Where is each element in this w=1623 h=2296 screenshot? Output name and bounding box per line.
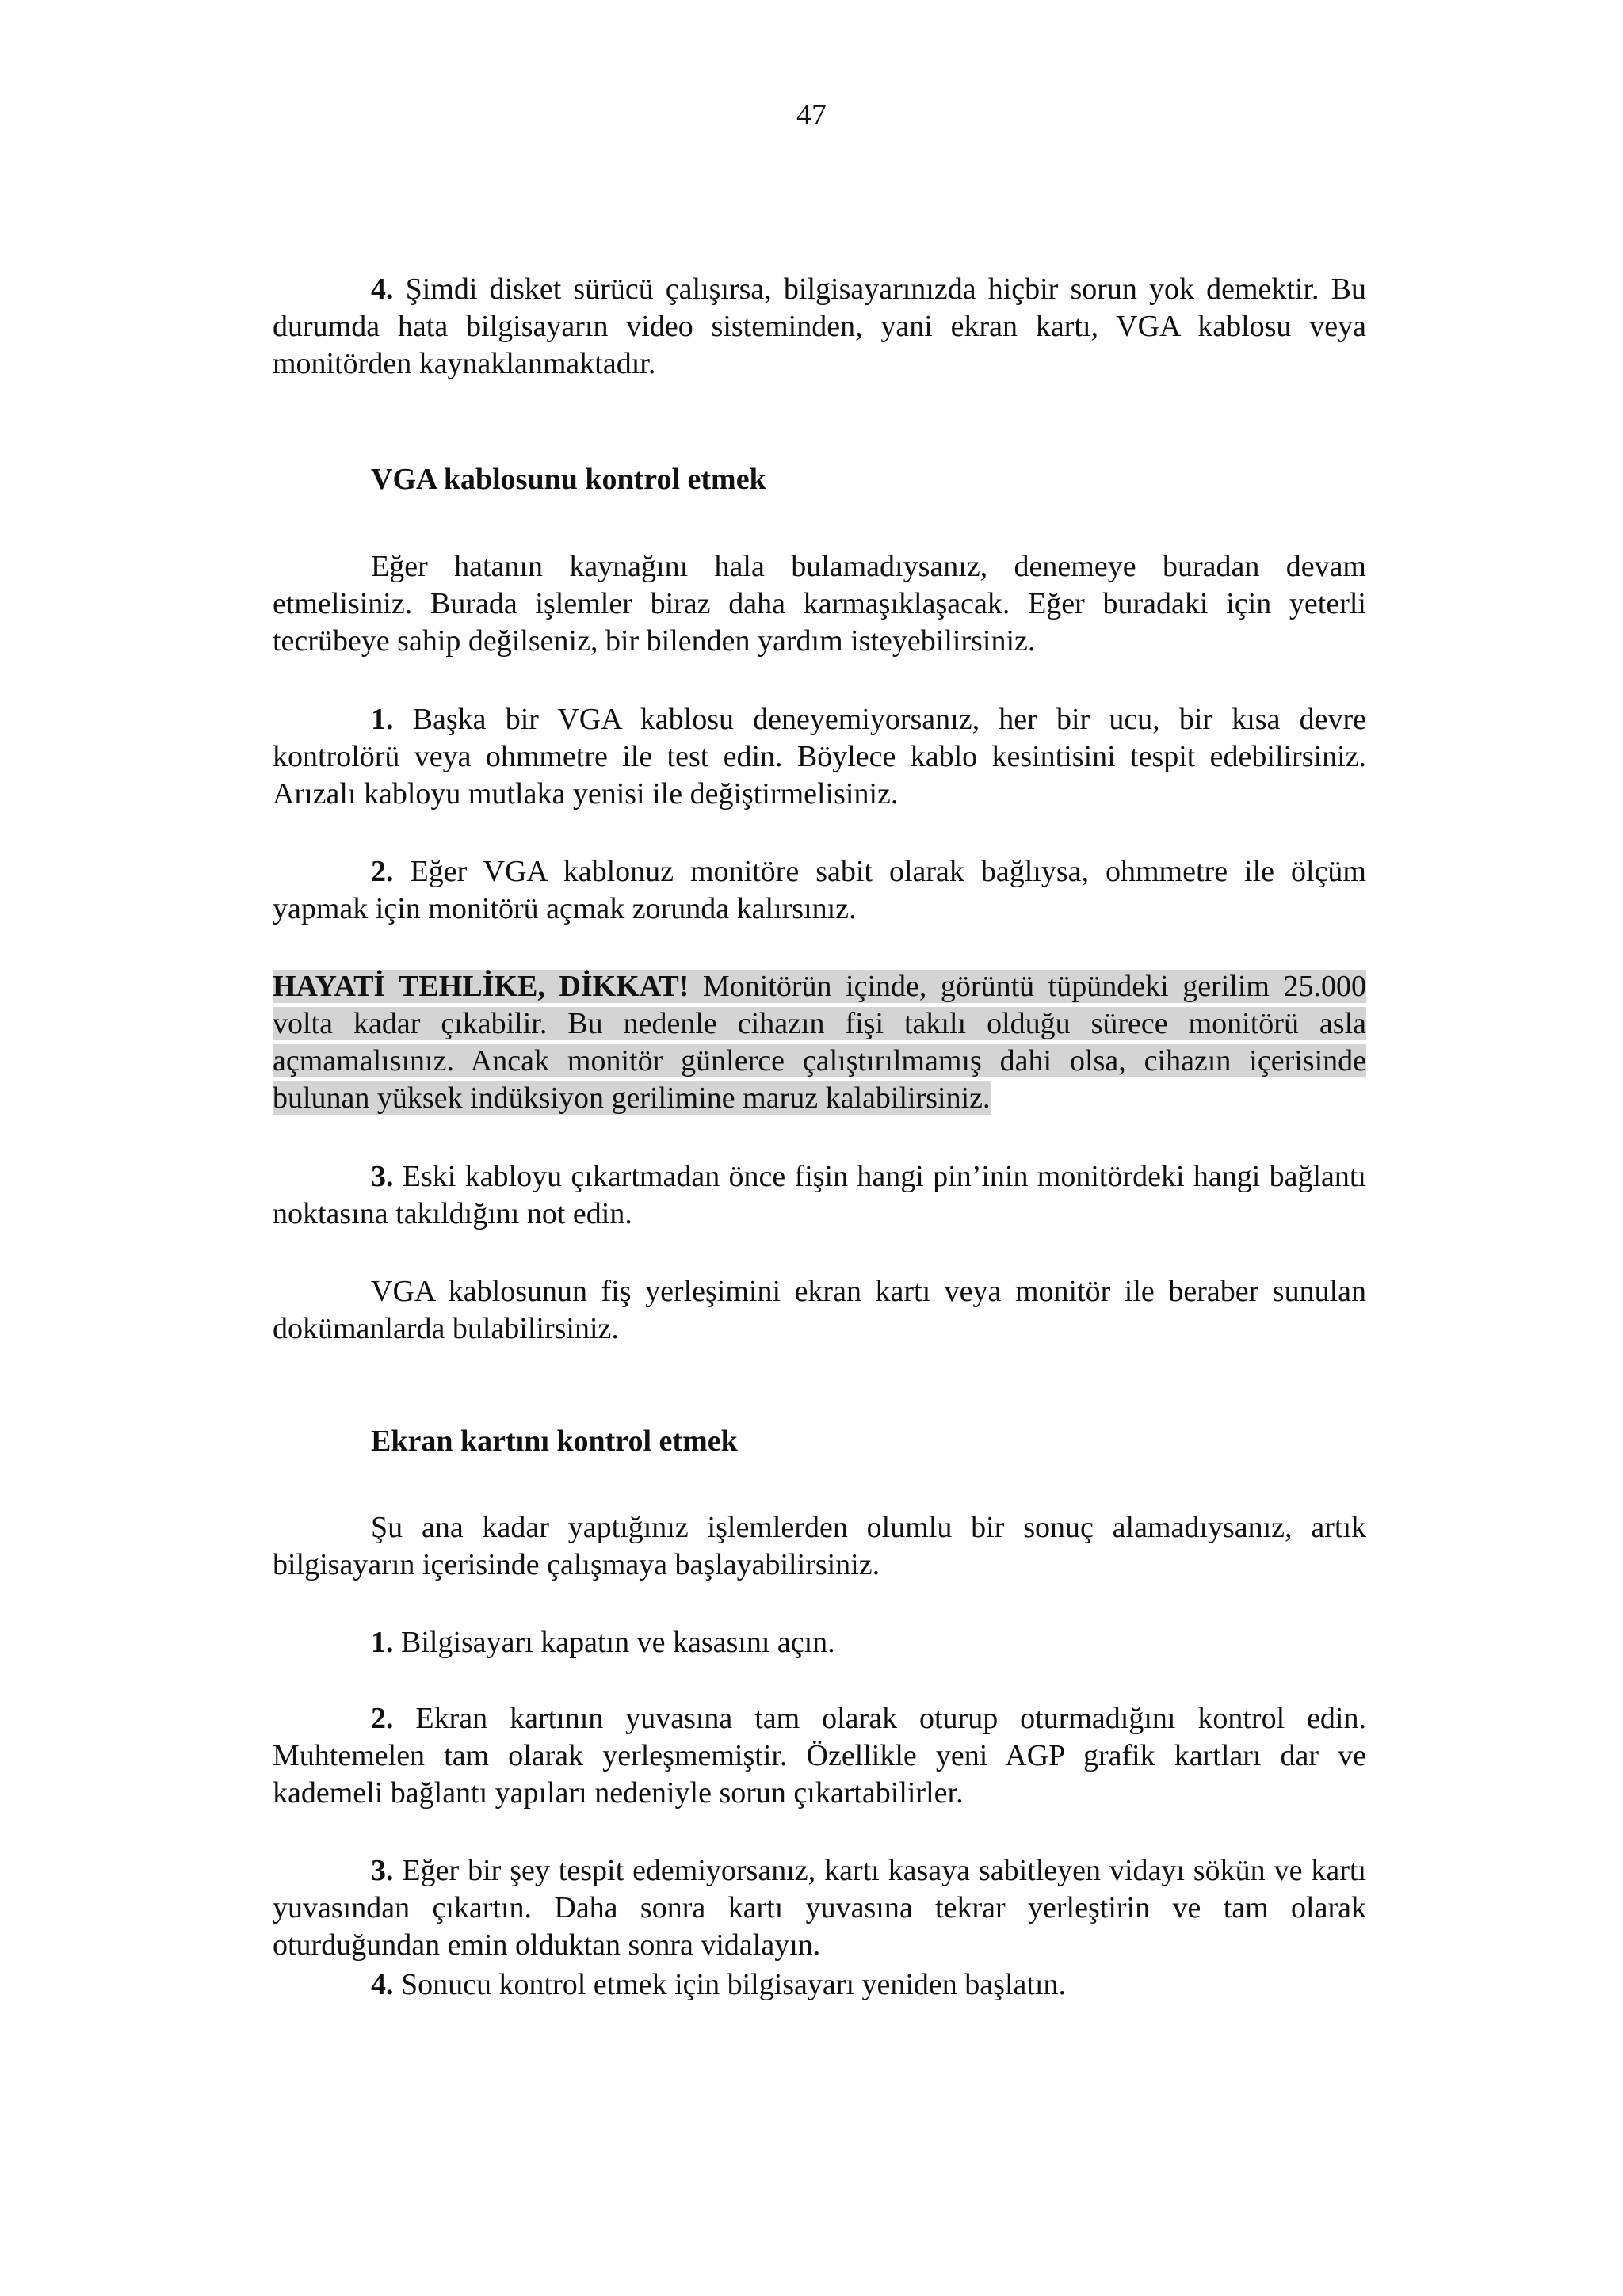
- step-text: Eski kabloyu çıkartmadan önce fişin hangi pin’inin monitördeki hangi bağlantı noktasına takıldığını not edin.: [273, 1160, 1366, 1230]
- card-intro-paragraph: [273, 1509, 1366, 1584]
- step-text: Eğer bir şey tespit edemiyorsanız, kartı kasaya sabitleyen vidayı sökün ve kartı yuvasından çıkartın. Daha sonra kartı yuvasına tekrar yerleştirin ve tam olarak oturduğundan emin olduktan sonra vidalayın.: [273, 1854, 1366, 1962]
- step-number: 2.: [371, 1702, 394, 1735]
- step-text: Eğer VGA kablonuz monitöre sabit olarak bağlıysa, ohmmetre ile ölçüm yapmak için monitörü açmak zorunda kalırsınız.: [273, 855, 1366, 925]
- step-text: Ekran kartının yuvasına tam olarak oturup oturmadığını kontrol edin. Muhtemelen tam olarak yerleşmemiştir. Özellikle yeni AGP grafik kartları dar ve kademeli bağlantı yapıları nedeniyle sorun çıkartabilirler.: [273, 1702, 1366, 1810]
- vga-intro-paragraph: [273, 548, 1366, 660]
- step-number: 2.: [371, 855, 394, 888]
- section-heading-card: [273, 1423, 1366, 1460]
- warning-label: HAYATİ TEHLİKE, DİKKAT!: [273, 970, 689, 1003]
- step-number: 4.: [371, 273, 394, 306]
- step-number: 4.: [371, 1968, 394, 2001]
- vga-step-1: [273, 701, 1366, 813]
- warning-highlight: [273, 970, 1366, 1115]
- section-heading: Ekran kartını kontrol etmek: [371, 1425, 738, 1458]
- page-number: 47: [796, 98, 827, 132]
- step-number: 3.: [371, 1160, 394, 1193]
- paragraph-text: Eğer hatanın kaynağını hala bulamadıysanız, denemeye buradan devam etmelisiniz. Burada işlemler biraz daha karmaşıklaşacak. Eğer buradaki için yeterli tecrübeye sahip değilseniz, bir bilenden yardım isteyebilirsiniz.: [273, 550, 1366, 658]
- card-step-4: [273, 1966, 1366, 2004]
- warning-paragraph: [273, 968, 1366, 1117]
- card-step-2: [273, 1700, 1366, 1812]
- section-heading-vga: [273, 461, 1366, 498]
- section-heading: VGA kablosunu kontrol etmek: [371, 463, 766, 496]
- card-step-3: [273, 1852, 1366, 1964]
- step-number: 1.: [371, 703, 394, 736]
- card-step-1: [273, 1624, 1366, 1661]
- paragraph-text: VGA kablosunun fiş yerleşimini ekran kartı veya monitör ile beraber sunulan dokümanlarda bulabilirsiniz.: [273, 1275, 1366, 1345]
- step-text: Sonucu kontrol etmek için bilgisayarı yeniden başlatın.: [393, 1968, 1066, 2001]
- warning-text: Monitörün içinde, görüntü tüpündeki gerilim 25.000 volta kadar çıkabilir. Bu nedenle cihazın fişi takılı olduğu sürece monitörü asla açmamalısınız. Ancak monitör günlerce çalıştırılmamış dahi olsa, cihazın içerisinde bulunan yüksek indüksiyon gerilimine maruz kalabilirsiniz.: [273, 970, 1366, 1115]
- step-number: 3.: [371, 1854, 394, 1887]
- step-text: Bilgisayarı kapatın ve kasasını açın.: [393, 1626, 835, 1659]
- paragraph-text: Şimdi disket sürücü çalışırsa, bilgisayarınızda hiçbir sorun yok demektir. Bu durumda hata bilgisayarın video sisteminden, yani ekran kartı, VGA kablosu veya monitörden kaynaklanmaktadır.: [273, 273, 1366, 380]
- paragraph-text: Şu ana kadar yaptığınız işlemlerden olumlu bir sonuç alamadıysanız, artık bilgisayarın içerisinde çalışmaya başlayabilirsiniz.: [273, 1511, 1366, 1581]
- step-text: Başka bir VGA kablosu deneyemiyorsanız, her bir ucu, bir kısa devre kontrolörü veya ohmmetre ile test edin. Böylece kablo kesintisini tespit edebilirsiniz. Arızalı kabloyu mutlaka yenisi ile değiştirmelisiniz.: [273, 703, 1366, 810]
- vga-note-paragraph: [273, 1273, 1366, 1348]
- intro-paragraph: [273, 271, 1366, 383]
- vga-step-2: [273, 853, 1366, 928]
- step-number: 1.: [371, 1626, 394, 1659]
- vga-step-3: [273, 1158, 1366, 1233]
